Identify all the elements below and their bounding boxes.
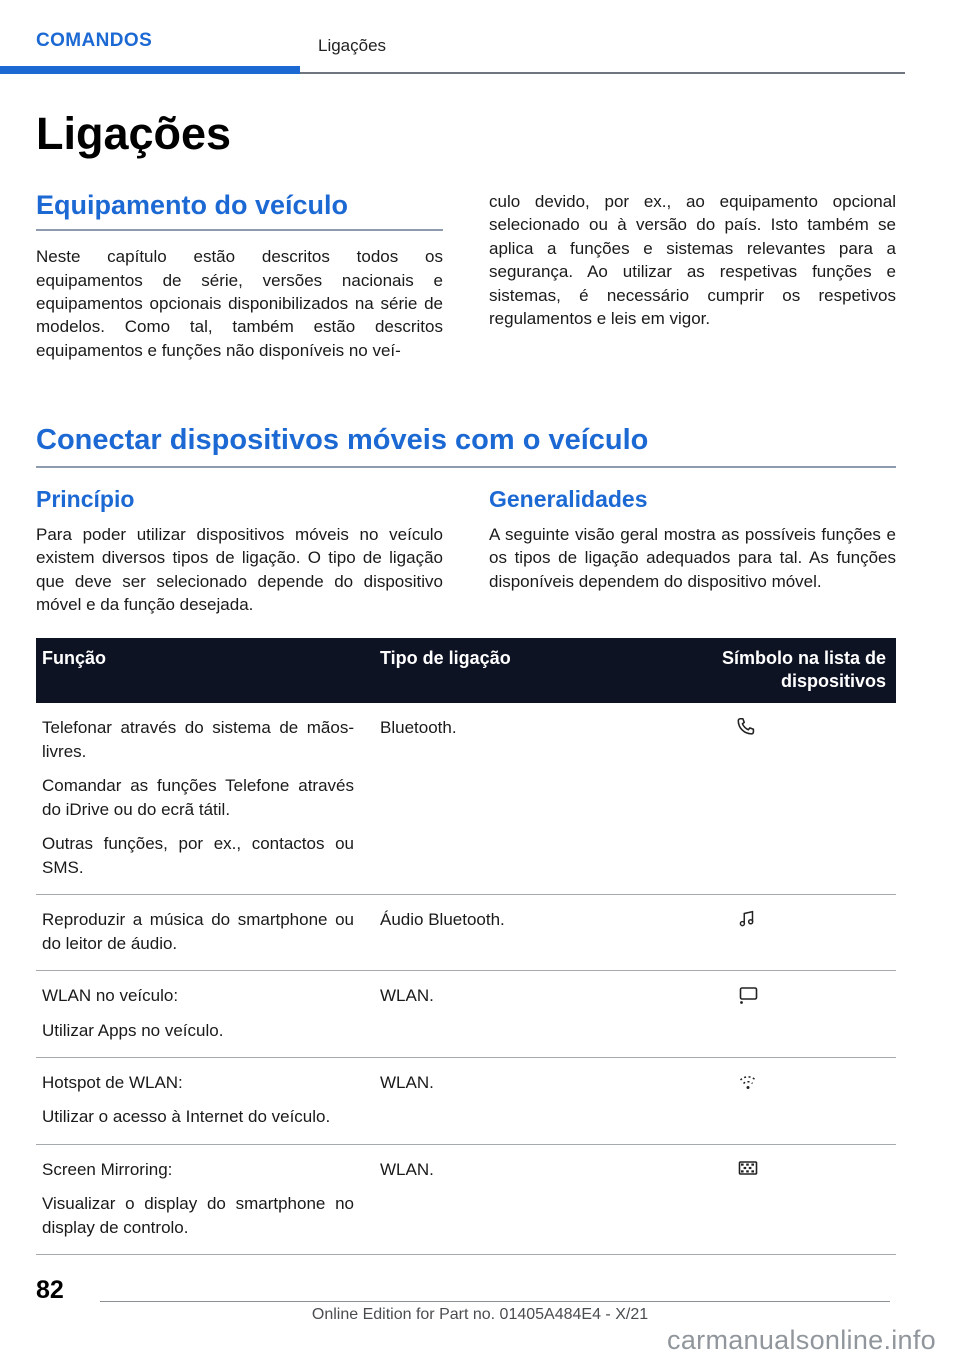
section-equipamento <box>36 190 896 362</box>
subsection-generalidades <box>489 486 896 617</box>
page-content <box>0 108 960 1255</box>
principio-text: Para poder utilizar dispositivos móveis no veículo existem diversos tipos de ligação. O tipo de ligação que deve ser selecionado depende do dispositivo móvel e da função desejada. <box>36 524 443 615</box>
heading-generalidades: Generalidades <box>489 485 648 512</box>
body-text-left: Neste capítulo estão descritos todos os equipamentos de série, versões nacionais e equipamentos opcionais disponibilizados na série de modelos. Como tal, também estão descritos equipamentos e funções não disponíveis no veí- <box>36 247 443 360</box>
funcao-paragraph: Outras funções, por ex., contactos ou SMS. <box>42 834 354 877</box>
funcao-paragraph: Screen Mirroring: <box>42 1159 173 1179</box>
section-equipamento-right <box>489 190 896 362</box>
funcao-paragraph: Utilizar Apps no veículo. <box>42 1020 224 1040</box>
chapter-tab <box>0 0 300 74</box>
table-row <box>36 1145 896 1255</box>
section-equipamento-left <box>36 190 443 362</box>
footer-divider <box>100 1301 890 1302</box>
watermark: carmanualsonline.info <box>667 1325 936 1355</box>
heading-equipamento: Equipamento do veículo <box>36 190 443 231</box>
subsection-principio <box>36 486 443 617</box>
screen-mirroring-icon <box>736 1158 760 1180</box>
cell-simbolo <box>698 908 896 955</box>
connection-table <box>36 638 896 1255</box>
music-note-icon <box>736 908 758 930</box>
page-header <box>0 0 960 74</box>
page-number: 82 <box>36 1276 64 1304</box>
section-conectar-columns <box>36 486 896 617</box>
table-row <box>36 895 896 971</box>
heading-conectar: Conectar dispositivos móveis com o veículo <box>36 424 896 467</box>
cell-tipo: Áudio Bluetooth. <box>380 910 505 930</box>
cell-tipo: Bluetooth. <box>380 718 457 738</box>
phone-handset-icon <box>736 716 758 738</box>
funcao-paragraph: Comandar as funções Telefone através do iDrive ou do ecrã tátil. <box>42 776 354 819</box>
section-conectar <box>36 424 896 1255</box>
cell-funcao <box>36 1158 380 1239</box>
funcao-paragraph: Utilizar o acesso à Internet do veículo. <box>42 1107 331 1127</box>
cell-simbolo <box>698 1158 896 1239</box>
display-icon <box>736 984 760 1006</box>
running-section <box>300 0 905 74</box>
body-text-right: culo devido, por ex., ao equipamento opcional selecionado ou à versão do país. Isto também se aplica a funções e sistemas relevantes para a segurança. Ao utilizar as respetivas funções e sistemas, é necessário cumprir os respetivos regulamentos e leis em vigor. <box>489 192 896 329</box>
funcao-paragraph: Hotspot de WLAN: <box>42 1073 183 1092</box>
cell-funcao <box>36 908 380 955</box>
col-header-funcao: Função <box>42 648 107 669</box>
cell-tipo: WLAN. <box>380 986 434 1006</box>
table-header-row <box>36 638 896 703</box>
running-section-label: Ligações <box>318 36 387 55</box>
funcao-paragraph: Reproduzir a música do smartphone ou do leitor de áudio. <box>42 910 354 953</box>
cell-funcao <box>36 984 380 1042</box>
funcao-paragraph: Visualizar o display do smartphone no display de controlo. <box>42 1194 354 1237</box>
cell-funcao <box>36 1071 380 1129</box>
col-header-simbolo: Símbolo na lista de dispositivos <box>721 648 886 691</box>
page-title: Ligações <box>36 108 232 159</box>
page-footer <box>0 1276 960 1362</box>
col-header-tipo: Tipo de ligação <box>380 648 511 669</box>
cell-tipo: WLAN. <box>380 1159 434 1179</box>
table-row <box>36 1058 896 1145</box>
cell-funcao <box>36 716 380 879</box>
funcao-paragraph: WLAN no veículo: <box>42 986 179 1006</box>
table-row <box>36 703 896 895</box>
chapter-label: COMANDOS <box>36 30 153 51</box>
funcao-paragraph: Telefonar através do sistema de mãos-livres. <box>42 718 354 761</box>
wifi-hotspot-icon <box>736 1071 760 1093</box>
cell-simbolo <box>698 1071 896 1129</box>
cell-simbolo <box>698 984 896 1042</box>
cell-simbolo <box>698 716 896 879</box>
generalidades-text: A seguinte visão geral mostra as possíveis funções e os tipos de ligação adequados para tal. As funções disponíveis dependem do dispositivo móvel. <box>489 524 896 591</box>
table-row <box>36 971 896 1058</box>
heading-principio: Princípio <box>36 485 135 512</box>
cell-tipo: WLAN. <box>380 1073 434 1092</box>
edition-note: Online Edition for Part no. 01405A484E4 - X/21 <box>311 1306 649 1323</box>
